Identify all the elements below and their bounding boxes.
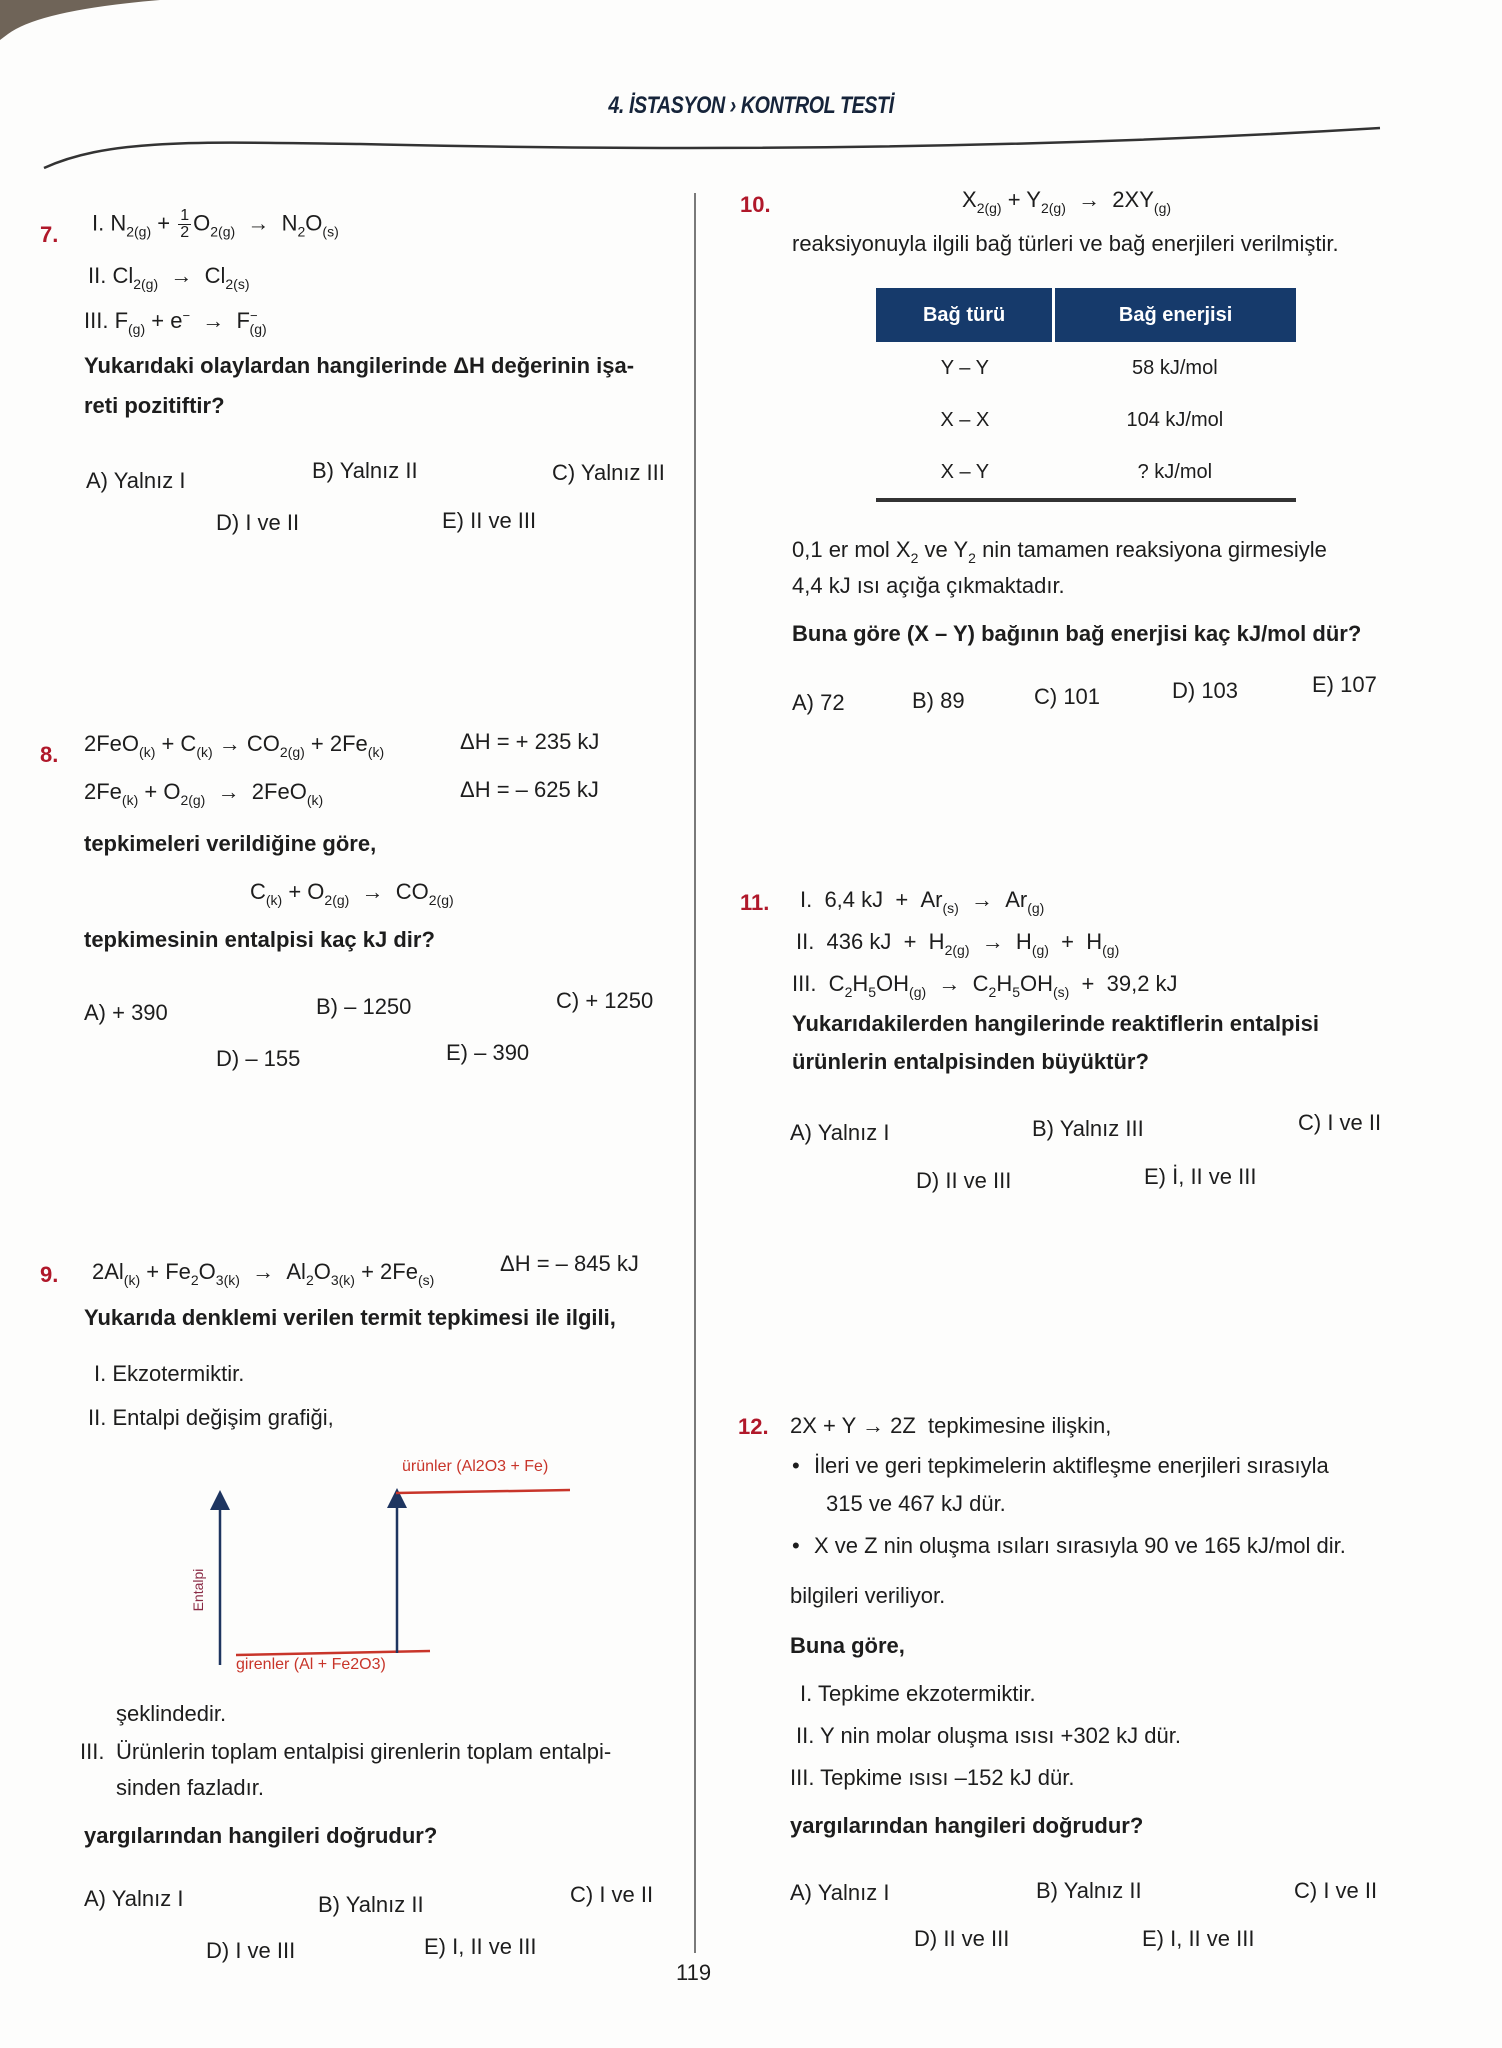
q7-question-line-1: Yukarıdaki olaylardan hangilerinde ΔH değerinin işa- [84,353,635,378]
station-label: 4. İSTASYON [608,92,725,119]
q7-option-e[interactable]: E) II ve III [442,508,537,533]
q12-reaction: 2X + Y → 2Z [790,1413,916,1438]
q12-bullet-2-text: X ve Z nin oluşma ısıları sırasıyla 90 ve 165 kJ/mol dir. [814,1533,1346,1558]
q9-item-1: I. Ekzotermiktir. [94,1361,245,1386]
graph-products-label: ürünler (Al2O3 + Fe) [402,1458,549,1475]
q9-option-b[interactable]: B) Yalnız II [318,1892,424,1917]
q11-option-a[interactable]: A) Yalnız I [790,1120,890,1145]
q12-item-2: II. Y nin molar oluşma ısısı +302 kJ dür. [796,1723,1181,1748]
q12-option-d[interactable]: D) II ve III [914,1926,1010,1951]
q12-option-e[interactable]: E) I, II ve III [1142,1926,1255,1951]
q8-dh-2: ΔH = – 625 kJ [460,777,599,802]
bond-type-cell: X – X [940,408,990,431]
q10-option-e[interactable]: E) 107 [1312,672,1377,697]
q8-option-b[interactable]: B) – 1250 [316,994,412,1019]
q12-item-3: III. Tepkime ısısı –152 kJ dür. [790,1765,1075,1790]
bond-energy-table [876,288,1296,502]
q12-option-c[interactable]: C) I ve II [1294,1878,1378,1903]
q7-item-2: II. $Cl_{2(g)} \to Cl_{2(s)}$ [88,263,250,292]
q11-item-3: III. $C_2H_5OH_{(g)} \to C_2H_5OH_{(s)} + 39,2$ kJ [792,971,1178,1000]
q10-reaction: $X_{2(g)} + Y_{2(g)} \to 2XY_{(g)}$ [962,187,1172,216]
q8-option-e[interactable]: E) – 390 [446,1040,530,1065]
q7-option-d[interactable]: D) I ve II [216,510,300,535]
bullet-icon: • [792,1453,800,1478]
products-level [396,1490,570,1493]
q9-question: yargılarından hangileri doğrudur? [84,1823,438,1848]
q7-option-c[interactable]: C) Yalnız III [552,460,665,485]
q9-option-d[interactable]: D) I ve III [206,1938,296,1963]
q12-question: yargılarından hangileri doğrudur? [790,1813,1144,1838]
q7-item-3: III. $F_{(g)} + e^- \to F^-_{(g)}$ [84,308,267,337]
q8-option-a[interactable]: A) + 390 [84,1000,168,1025]
q9-item-3-line-2: sinden fazladır. [116,1775,264,1800]
q10-option-c[interactable]: C) 101 [1034,684,1101,709]
q12-bullet-1-line-1: İleri ve geri tepkimelerin aktifleşme enerjileri sırasıyla [814,1453,1329,1478]
q8-option-c[interactable]: C) + 1250 [556,988,654,1013]
table-row [876,394,1296,446]
q12-bullet-1-line-2: 315 ve 467 kJ dür. [826,1491,1006,1516]
enthalpy-graph [180,1450,600,1680]
question-number-7: 7. [40,222,59,247]
q9-item-2-end: şeklindedir. [116,1701,227,1726]
q8-dh-1: ΔH = + 235 kJ [460,729,600,754]
q10-option-d[interactable]: D) 103 [1172,678,1239,703]
table-header-bond-energy: Bağ enerjisi [1054,288,1296,342]
q8-question: tepkimesinin entalpisi kaç kJ dir? [84,927,435,952]
q7-item-2-roman: II. [88,263,107,288]
q8-given-text: tepkimeleri verildiğine göre, [84,831,377,856]
q7-option-a[interactable]: A) Yalnız I [86,468,186,493]
bond-energy-cell: 104 kJ/mol [1126,408,1224,431]
q7-item-1: I. $N_{2(g)}$ + $\frac{1}{2}$ $O_{2(g)} \to N_2O_{(s)}$ [92,207,339,241]
bond-type-cell: X – Y [876,446,1054,500]
q10-text-line-2: 4,4 kJ ısı açığa çıkmaktadır. [792,573,1065,598]
q12-item-1: I. Tepkime ekzotermiktir. [800,1681,1036,1706]
graph-y-axis-label: Entalpi [190,1568,206,1612]
q12-reaction-suffix: tepkimesine ilişkin, [928,1413,1112,1438]
question-number-8: 8. [40,742,59,767]
q12-bullet-1 [792,1452,1329,1480]
header-separator: › [729,92,736,119]
q7-option-b[interactable]: B) Yalnız II [312,458,418,483]
q7-question-line-2: reti pozitiftir? [84,393,225,418]
q12-option-a[interactable]: A) Yalnız I [790,1880,890,1905]
q8-target-reaction: $C_{(k)} + O_{2(g)} \to CO_{2(g)}$ [250,879,454,908]
q9-option-e[interactable]: E) I, II ve III [424,1934,537,1959]
q12-bullet-2 [792,1532,1346,1560]
bullet-icon: • [792,1533,800,1558]
graph-reactants-label: girenler (Al + Fe2O3) [236,1656,386,1673]
header-curve [0,110,1502,180]
q10-option-b[interactable]: B) 89 [912,688,965,713]
q10-question: Buna göre (X – Y) bağının bağ enerjisi kaç kJ/mol dür? [792,621,1362,646]
q11-item-2: II. 436 kJ + $H_{2(g)} \to H_{(g)} + H_{(g)}$ [796,929,1120,958]
test-label: KONTROL TESTİ [740,92,894,119]
column-divider [694,193,696,1953]
q10-text-line-1: 0,1 er mol $X_2$ ve $Y_2$ nin tamamen reaksiyona girmesiyle [792,537,1327,566]
bond-energy-cell: ? kJ/mol [1054,446,1296,500]
q9-item-3-roman: III. [80,1739,105,1764]
q11-question-line-2: ürünlerin entalpisinden büyüktür? [792,1049,1149,1074]
q11-option-b[interactable]: B) Yalnız III [1032,1116,1144,1141]
q7-item-3-roman: III. [84,308,109,333]
reactants-level [236,1651,430,1655]
q7-item-1-roman: I. [92,210,105,236]
question-number-9: 9. [40,1262,59,1287]
q8-reaction-1: $2FeO_{(k)} + C_{(k)} \to CO_{2(g)} + 2Fe_{(k)}$ [84,731,385,760]
table-row [876,446,1296,500]
q12-given: bilgileri veriliyor. [790,1583,946,1608]
corner-decoration [0,0,220,40]
q9-item-2: II. Entalpi değişim grafiği, [88,1405,334,1430]
q12-reaction-line [790,1412,1111,1440]
q10-option-a[interactable]: A) 72 [792,690,845,715]
q11-option-d[interactable]: D) II ve III [916,1168,1012,1193]
q9-option-a[interactable]: A) Yalnız I [84,1886,184,1911]
question-number-11: 11. [740,890,770,915]
question-number-12: 12. [738,1414,769,1439]
q8-reaction-2: $2Fe_{(k)} + O_{2(g)} \to 2FeO_{(k)}$ [84,779,324,808]
table-header-bond-type: Bağ türü [876,288,1054,342]
q11-option-e[interactable]: E) İ, II ve III [1144,1164,1257,1189]
bond-type-cell: Y – Y [940,356,989,379]
q11-option-c[interactable]: C) I ve II [1298,1110,1382,1135]
q11-item-1: I. 6,4 kJ + $Ar_{(s)} \to Ar_{(g)}$ [800,887,1045,916]
q9-intro: Yukarıda denklemi verilen termit tepkimesi ile ilgili, [84,1305,616,1330]
q8-option-d[interactable]: D) – 155 [216,1046,301,1071]
question-number-10: 10. [740,192,771,217]
q10-intro: reaksiyonuyla ilgili bağ türleri ve bağ enerjileri verilmiştir. [792,231,1339,256]
q9-dh: ΔH = – 845 kJ [500,1251,639,1276]
fraction-one-half: $\frac{1}{2}$ [180,207,190,241]
q11-question-line-1: Yukarıdakilerden hangilerinde reaktiflerin entalpisi [792,1011,1319,1036]
q9-option-c[interactable]: C) I ve II [570,1882,654,1907]
q9-reaction: $2Al_{(k)} + Fe_2O_{3(k)} \to Al_2O_{3(k)} + 2Fe_{(s)}$ [92,1259,435,1288]
page-number: 119 [676,1960,712,1985]
table-row [876,342,1296,394]
q12-lead: Buna göre, [790,1633,905,1658]
bond-energy-cell: 58 kJ/mol [1132,356,1218,379]
q12-option-b[interactable]: B) Yalnız II [1036,1878,1142,1903]
q9-item-3-line-1: Ürünlerin toplam entalpisi girenlerin toplam entalpi- [116,1739,612,1764]
